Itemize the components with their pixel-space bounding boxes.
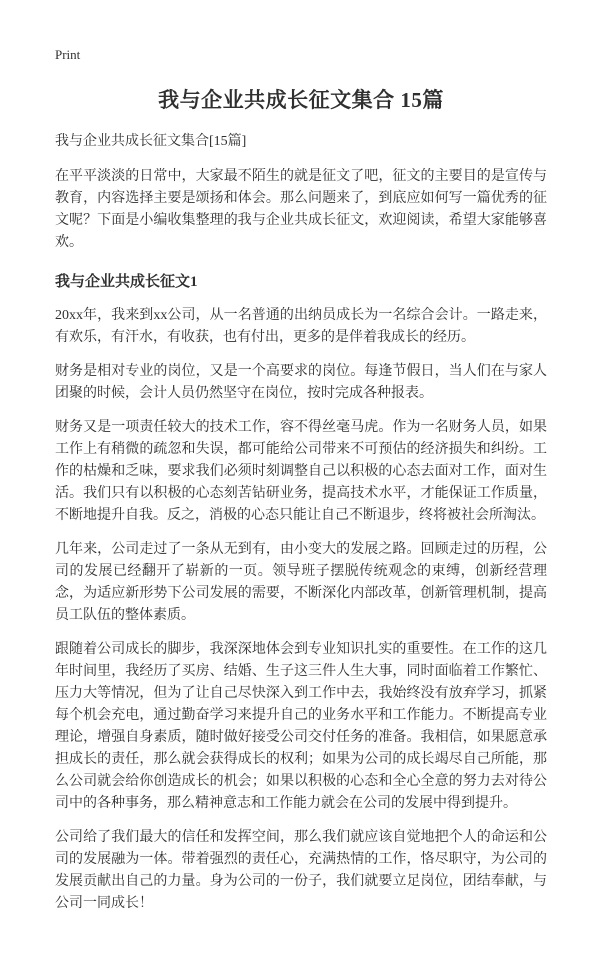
body-paragraph-2: 财务是相对专业的岗位，又是一个高要求的岗位。每逢节假日，当人们在与家人团聚的时候，会计人员仍然坚守在岗位，按时完成各种报表。 [55,364,547,401]
print-link[interactable]: Print [55,47,81,62]
body-paragraph-3: 财务又是一项责任较大的技术工作，容不得丝毫马虎。作为一名财务人员，如果工作上有稍微的疏忽和失误，都可能给公司带来不可预估的经济损失和纠纷。工作的枯燥和乏味，要求我们必须时刻调整自己以积极的心态去面对工作，面对生活。我们只有以积极的心态刻苦钻研业务，提高技术水平，才能保证工作质量，不断地提升自我。反之，消极的心态只能让自己不断退步，终将被社会所淘汰。 [55,420,547,523]
page-title: 我与企业共成长征文集合 15篇 [158,88,444,112]
body-paragraph-6: 公司给了我们最大的信任和发挥空间，那么我们就应该自觉地把个人的命运和公司的发展融为一体。带着强烈的责任心，充满热情的工作，恪尽职守，为公司的发展贡献出自己的力量。身为公司的一份子，我们就要立足岗位，团结奉献，与公司一同成长！ [55,830,547,911]
body-paragraph-1: 20xx年，我来到xx公司，从一名普通的出纳员成长为一名综合会计。一路走来，有欢乐，有汗水，有收获，也有付出，更多的是伴着我成长的经历。 [55,308,547,345]
doc-subtitle: 我与企业共成长征文集合[15篇] [55,134,247,149]
body-paragraph-5: 跟随着公司成长的脚步，我深深地体会到专业知识扎实的重要性。在工作的这几年时间里，我经历了买房、结婚、生子这三件人生大事，同时面临着工作繁忙、压力大等情况，但为了让自己尽快深入到工作中去，我始终没有放弃学习，抓紧每个机会充电，通过勤奋学习来提升自己的业务水平和工作能力。不断提高专业理论，增强自身素质，随时做好接受公司交付任务的准备。我相信，如果愿意承担成长的责任，那么就会获得成长的权利；如果为公司的成长竭尽自己所能，那么公司就会给你创造成长的机会；如果以积极的心态和全心全意的努力去对待公司中的各种事务，那么精神意志和工作能力就会在公司的发展中得到提升。 [55,642,547,811]
body-paragraph-4: 几年来，公司走过了一条从无到有，由小变大的发展之路。回顾走过的历程，公司的发展已经翻开了崭新的一页。领导班子摆脱传统观念的束缚，创新经营理念，为适应新形势下公司发展的需要，不断深化内部改革，创新管理机制，提高员工队伍的整体素质。 [55,542,547,623]
intro-paragraph: 在平平淡淡的日常中，大家最不陌生的就是征文了吧，征文的主要目的是宣传与教育，内容选择主要是颂扬和体会。那么问题来了，到底应如何写一篇优秀的征文呢？下面是小编收集整理的我与企业共成长征文，欢迎阅读，希望大家能够喜欢。 [55,169,547,250]
section-heading: 我与企业共成长征文1 [55,274,198,290]
